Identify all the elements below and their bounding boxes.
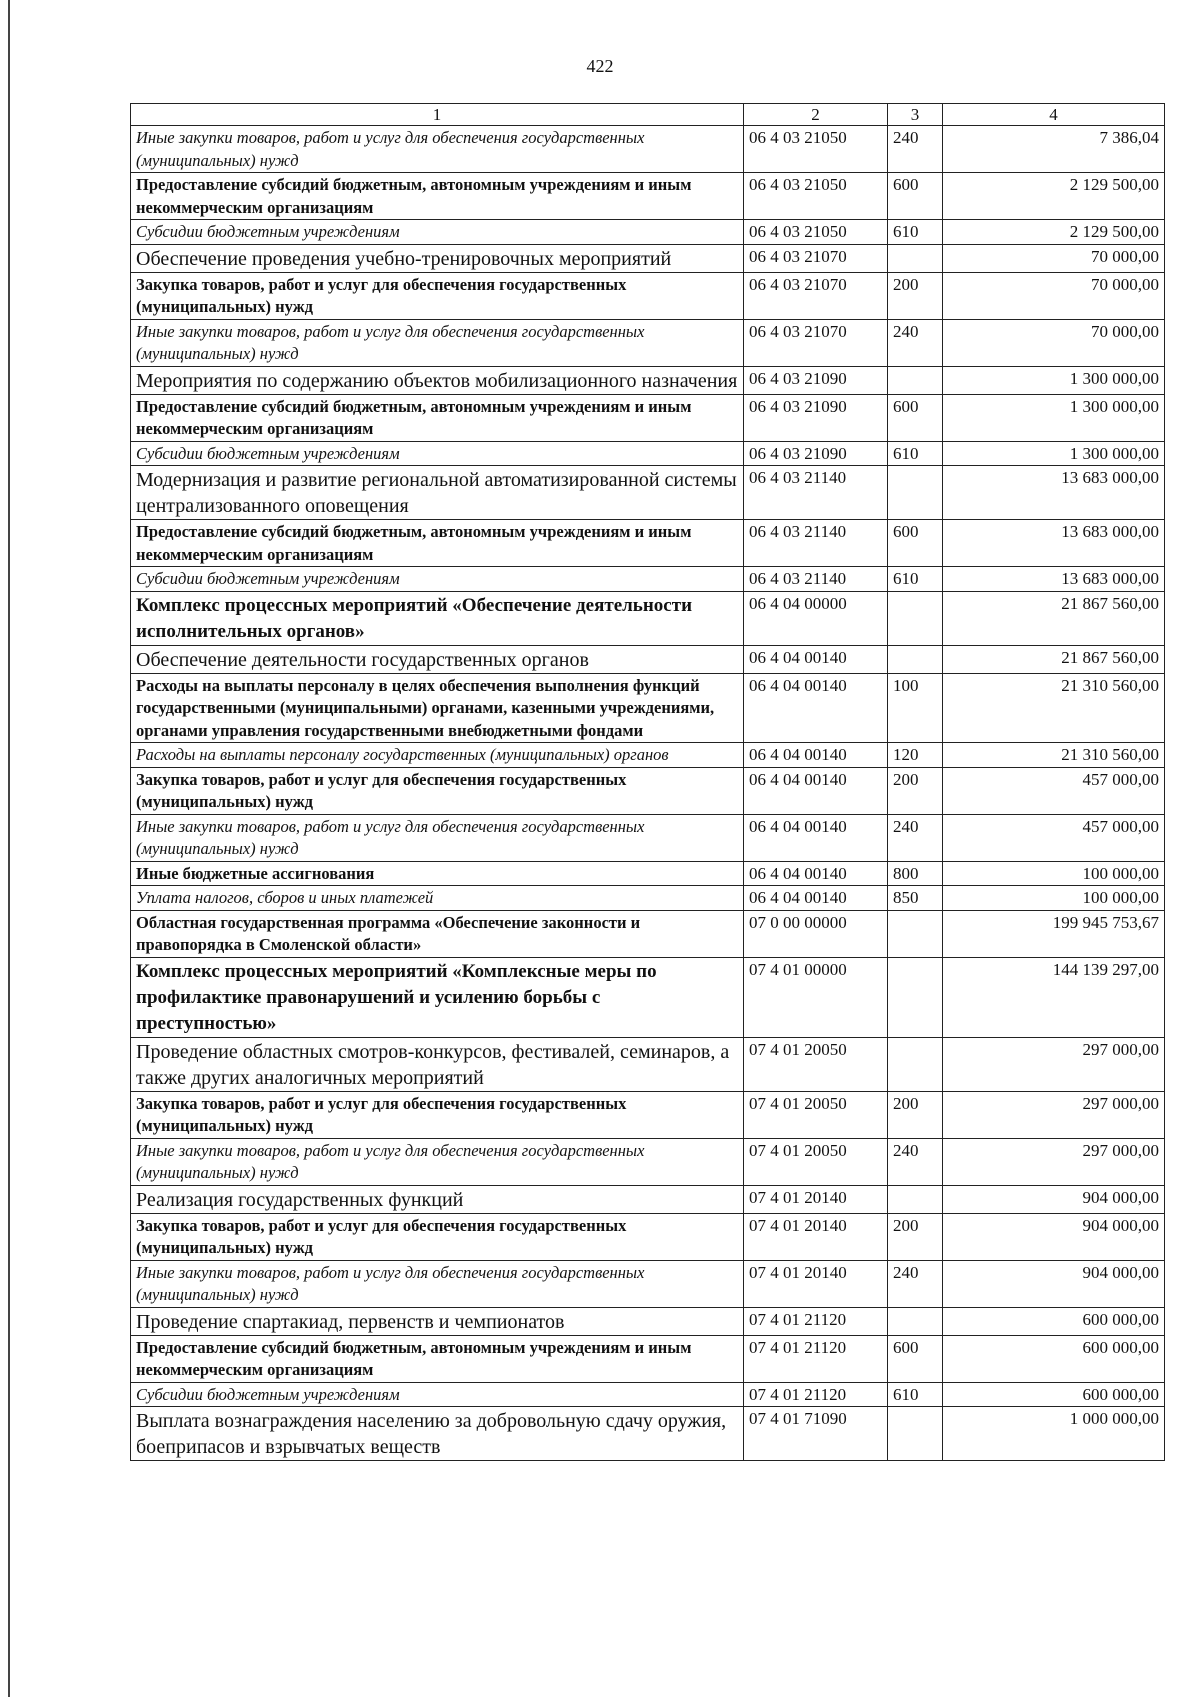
table-row [131, 645, 1165, 673]
expense-kind-cell: 240 [888, 1260, 943, 1307]
budget-code-cell: 06 4 04 00140 [744, 645, 888, 673]
table-row [131, 673, 1165, 743]
expense-kind-cell: 240 [888, 1138, 943, 1185]
budget-code-cell: 07 4 01 20050 [744, 1037, 888, 1091]
amount-cell: 100 000,00 [943, 886, 1165, 911]
page-number: 422 [586, 56, 614, 76]
table-row [131, 886, 1165, 911]
budget-code-cell: 06 4 03 21140 [744, 567, 888, 592]
table-row [131, 767, 1165, 814]
table-row [131, 272, 1165, 319]
expense-kind-cell [888, 957, 943, 1037]
table-header-row [131, 104, 1165, 126]
table-row [131, 743, 1165, 768]
table-row [131, 466, 1165, 520]
table-row [131, 861, 1165, 886]
scan-margin-line [8, 0, 10, 1697]
table-row [131, 567, 1165, 592]
expense-kind-cell [888, 1037, 943, 1091]
amount-cell: 70 000,00 [943, 272, 1165, 319]
expense-kind-cell: 600 [888, 394, 943, 441]
budget-code-cell: 06 4 04 00000 [744, 591, 888, 645]
row-name-cell: Иные бюджетные ассигнования [131, 861, 744, 886]
expense-kind-cell: 200 [888, 767, 943, 814]
amount-cell: 297 000,00 [943, 1138, 1165, 1185]
table-row [131, 1407, 1165, 1461]
expense-kind-cell: 610 [888, 567, 943, 592]
budget-code-cell: 06 4 03 21140 [744, 466, 888, 520]
budget-code-cell: 06 4 03 21070 [744, 272, 888, 319]
amount-cell: 2 129 500,00 [943, 220, 1165, 245]
amount-cell: 457 000,00 [943, 814, 1165, 861]
budget-code-cell: 06 4 03 21090 [744, 394, 888, 441]
table-row [131, 591, 1165, 645]
expense-kind-cell: 200 [888, 1091, 943, 1138]
table-row [131, 957, 1165, 1037]
amount-cell: 904 000,00 [943, 1260, 1165, 1307]
row-name-cell: Иные закупки товаров, работ и услуг для обеспечения государственных (муниципальных) нужд [131, 319, 744, 366]
expense-kind-cell: 240 [888, 319, 943, 366]
budget-code-cell: 06 4 03 21070 [744, 319, 888, 366]
amount-cell: 7 386,04 [943, 126, 1165, 173]
table-row [131, 520, 1165, 567]
budget-code-cell: 06 4 03 21090 [744, 441, 888, 466]
row-name-cell: Комплекс процессных мероприятий «Комплексные меры по профилактике правонарушений и усилению борьбы с преступностью» [131, 957, 744, 1037]
amount-cell: 1 300 000,00 [943, 394, 1165, 441]
budget-code-cell: 06 4 04 00140 [744, 814, 888, 861]
amount-cell: 904 000,00 [943, 1213, 1165, 1260]
amount-cell: 13 683 000,00 [943, 466, 1165, 520]
budget-code-cell: 07 4 01 71090 [744, 1407, 888, 1461]
expense-kind-cell [888, 591, 943, 645]
expense-kind-cell: 600 [888, 520, 943, 567]
table-body [131, 126, 1165, 1461]
expense-kind-cell: 240 [888, 126, 943, 173]
expense-kind-cell: 610 [888, 1382, 943, 1407]
budget-code-cell: 06 4 03 21050 [744, 220, 888, 245]
table-row [131, 910, 1165, 957]
table-row [131, 814, 1165, 861]
column-header: 2 [744, 104, 888, 126]
expense-kind-cell [888, 244, 943, 272]
expense-kind-cell [888, 1407, 943, 1461]
row-name-cell: Предоставление субсидий бюджетным, автономным учреждениям и иным некоммерческим организациям [131, 173, 744, 220]
expense-kind-cell [888, 1307, 943, 1335]
budget-code-cell: 06 4 03 21050 [744, 126, 888, 173]
budget-code-cell: 07 4 01 20140 [744, 1213, 888, 1260]
row-name-cell: Расходы на выплаты персоналу в целях обеспечения выполнения функций государственными (муниципальными) органами, казенными учреждениями, органами управления государственными внебюджетными фондами [131, 673, 744, 743]
expense-kind-cell [888, 466, 943, 520]
budget-code-cell: 06 4 04 00140 [744, 886, 888, 911]
row-name-cell: Предоставление субсидий бюджетным, автономным учреждениям и иным некоммерческим организациям [131, 1335, 744, 1382]
amount-cell: 21 867 560,00 [943, 645, 1165, 673]
table-row [131, 1335, 1165, 1382]
table-row [131, 126, 1165, 173]
budget-code-cell: 06 4 04 00140 [744, 673, 888, 743]
amount-cell: 600 000,00 [943, 1335, 1165, 1382]
expense-kind-cell: 240 [888, 814, 943, 861]
amount-cell: 13 683 000,00 [943, 567, 1165, 592]
table-row [131, 394, 1165, 441]
budget-code-cell: 06 4 03 21090 [744, 366, 888, 394]
row-name-cell: Комплекс процессных мероприятий «Обеспечение деятельности исполнительных органов» [131, 591, 744, 645]
table-row [131, 1213, 1165, 1260]
row-name-cell: Проведение спартакиад, первенств и чемпионатов [131, 1307, 744, 1335]
row-name-cell: Закупка товаров, работ и услуг для обеспечения государственных (муниципальных) нужд [131, 767, 744, 814]
table-row [131, 319, 1165, 366]
amount-cell: 70 000,00 [943, 244, 1165, 272]
table-row [131, 1382, 1165, 1407]
row-name-cell: Выплата вознаграждения населению за добровольную сдачу оружия, боеприпасов и взрывчатых веществ [131, 1407, 744, 1461]
amount-cell: 1 300 000,00 [943, 366, 1165, 394]
amount-cell: 100 000,00 [943, 861, 1165, 886]
row-name-cell: Закупка товаров, работ и услуг для обеспечения государственных (муниципальных) нужд [131, 272, 744, 319]
budget-code-cell: 06 4 04 00140 [744, 743, 888, 768]
budget-code-cell: 07 4 01 20140 [744, 1185, 888, 1213]
amount-cell: 600 000,00 [943, 1382, 1165, 1407]
budget-code-cell: 06 4 03 21050 [744, 173, 888, 220]
row-name-cell: Субсидии бюджетным учреждениям [131, 567, 744, 592]
expense-kind-cell: 200 [888, 272, 943, 319]
amount-cell: 199 945 753,67 [943, 910, 1165, 957]
row-name-cell: Расходы на выплаты персоналу государственных (муниципальных) органов [131, 743, 744, 768]
expense-kind-cell: 600 [888, 173, 943, 220]
row-name-cell: Уплата налогов, сборов и иных платежей [131, 886, 744, 911]
expense-kind-cell: 200 [888, 1213, 943, 1260]
row-name-cell: Обеспечение деятельности государственных органов [131, 645, 744, 673]
row-name-cell: Модернизация и развитие региональной автоматизированной системы централизованного оповещения [131, 466, 744, 520]
row-name-cell: Субсидии бюджетным учреждениям [131, 220, 744, 245]
amount-cell: 13 683 000,00 [943, 520, 1165, 567]
table-row [131, 1037, 1165, 1091]
amount-cell: 2 129 500,00 [943, 173, 1165, 220]
table-row [131, 1260, 1165, 1307]
table-row [131, 366, 1165, 394]
expense-kind-cell [888, 645, 943, 673]
table-row [131, 1091, 1165, 1138]
row-name-cell: Предоставление субсидий бюджетным, автономным учреждениям и иным некоммерческим организациям [131, 394, 744, 441]
row-name-cell: Субсидии бюджетным учреждениям [131, 441, 744, 466]
expense-kind-cell: 800 [888, 861, 943, 886]
table-row [131, 173, 1165, 220]
expense-kind-cell: 610 [888, 441, 943, 466]
expense-kind-cell: 600 [888, 1335, 943, 1382]
row-name-cell: Закупка товаров, работ и услуг для обеспечения государственных (муниципальных) нужд [131, 1213, 744, 1260]
column-header: 4 [943, 104, 1165, 126]
row-name-cell: Обеспечение проведения учебно-тренировочных мероприятий [131, 244, 744, 272]
row-name-cell: Субсидии бюджетным учреждениям [131, 1382, 744, 1407]
expense-kind-cell: 610 [888, 220, 943, 245]
row-name-cell: Областная государственная программа «Обеспечение законности и правопорядка в Смоленской области» [131, 910, 744, 957]
budget-code-cell: 07 4 01 21120 [744, 1335, 888, 1382]
expense-kind-cell [888, 366, 943, 394]
budget-code-cell: 07 4 01 20140 [744, 1260, 888, 1307]
budget-code-cell: 07 4 01 20050 [744, 1138, 888, 1185]
budget-code-cell: 07 0 00 00000 [744, 910, 888, 957]
table-row [131, 441, 1165, 466]
budget-code-cell: 07 4 01 21120 [744, 1382, 888, 1407]
expense-kind-cell: 100 [888, 673, 943, 743]
budget-code-cell: 06 4 04 00140 [744, 861, 888, 886]
amount-cell: 1 000 000,00 [943, 1407, 1165, 1461]
row-name-cell: Иные закупки товаров, работ и услуг для обеспечения государственных (муниципальных) нужд [131, 1138, 744, 1185]
amount-cell: 144 139 297,00 [943, 957, 1165, 1037]
expense-kind-cell [888, 910, 943, 957]
column-header: 3 [888, 104, 943, 126]
amount-cell: 904 000,00 [943, 1185, 1165, 1213]
row-name-cell: Реализация государственных функций [131, 1185, 744, 1213]
amount-cell: 600 000,00 [943, 1307, 1165, 1335]
amount-cell: 21 310 560,00 [943, 743, 1165, 768]
row-name-cell: Проведение областных смотров-конкурсов, фестивалей, семинаров, а также других аналогичных мероприятий [131, 1037, 744, 1091]
amount-cell: 21 310 560,00 [943, 673, 1165, 743]
expense-kind-cell [888, 1185, 943, 1213]
amount-cell: 297 000,00 [943, 1037, 1165, 1091]
amount-cell: 1 300 000,00 [943, 441, 1165, 466]
row-name-cell: Иные закупки товаров, работ и услуг для обеспечения государственных (муниципальных) нужд [131, 814, 744, 861]
amount-cell: 70 000,00 [943, 319, 1165, 366]
expense-kind-cell: 850 [888, 886, 943, 911]
amount-cell: 297 000,00 [943, 1091, 1165, 1138]
amount-cell: 457 000,00 [943, 767, 1165, 814]
amount-cell: 21 867 560,00 [943, 591, 1165, 645]
budget-code-cell: 07 4 01 00000 [744, 957, 888, 1037]
budget-code-cell: 07 4 01 20050 [744, 1091, 888, 1138]
row-name-cell: Предоставление субсидий бюджетным, автономным учреждениям и иным некоммерческим организациям [131, 520, 744, 567]
table-row [131, 1307, 1165, 1335]
table-row [131, 1138, 1165, 1185]
budget-code-cell: 06 4 03 21070 [744, 244, 888, 272]
table-row [131, 220, 1165, 245]
row-name-cell: Мероприятия по содержанию объектов мобилизационного назначения [131, 366, 744, 394]
table-row [131, 244, 1165, 272]
row-name-cell: Иные закупки товаров, работ и услуг для обеспечения государственных (муниципальных) нужд [131, 126, 744, 173]
budget-table [130, 103, 1165, 1461]
row-name-cell: Закупка товаров, работ и услуг для обеспечения государственных (муниципальных) нужд [131, 1091, 744, 1138]
table-row [131, 1185, 1165, 1213]
budget-code-cell: 06 4 04 00140 [744, 767, 888, 814]
expense-kind-cell: 120 [888, 743, 943, 768]
budget-code-cell: 07 4 01 21120 [744, 1307, 888, 1335]
budget-code-cell: 06 4 03 21140 [744, 520, 888, 567]
column-header: 1 [131, 104, 744, 126]
row-name-cell: Иные закупки товаров, работ и услуг для обеспечения государственных (муниципальных) нужд [131, 1260, 744, 1307]
